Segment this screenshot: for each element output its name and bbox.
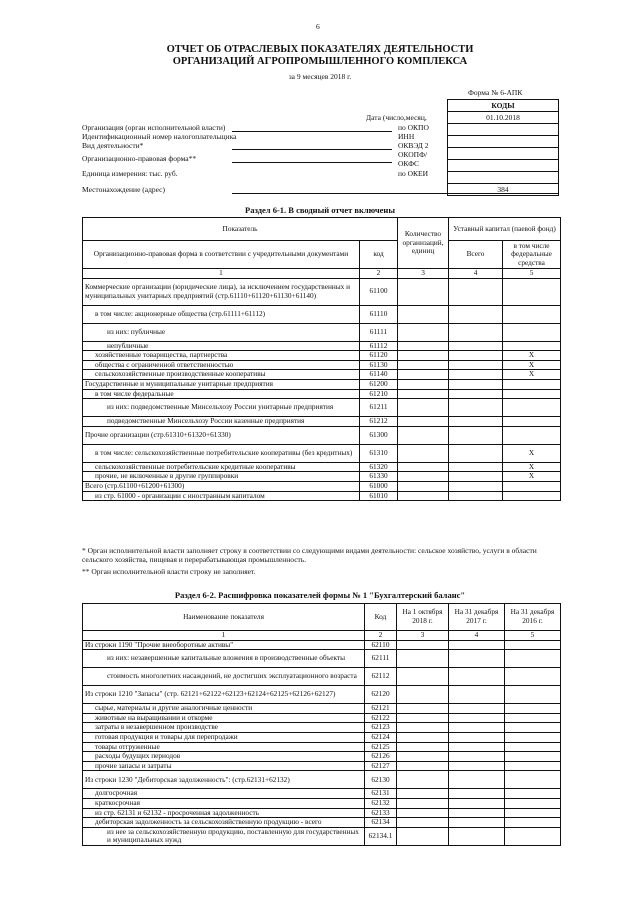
table-row [83, 426, 561, 444]
value-cell[interactable] [449, 389, 503, 399]
h-legal-form: Организационно-правовая форма в соответствии с учредительными документами [83, 241, 360, 269]
value-cell[interactable] [505, 742, 561, 752]
value-cell[interactable] [397, 723, 449, 733]
codes-header: КОДЫ [448, 100, 559, 112]
value-cell[interactable] [505, 761, 561, 771]
col-num: 1 [83, 269, 360, 279]
value-cell[interactable] [503, 491, 561, 501]
value-cell[interactable]: X [503, 462, 561, 472]
col-num: 1 [83, 631, 365, 641]
value-cell[interactable] [449, 351, 503, 361]
value-cell[interactable] [449, 379, 503, 389]
col-num: 2 [360, 269, 398, 279]
report-title-2: ОРГАНИЗАЦИЙ АГРОПРОМЫШЛЕННОГО КОМПЛЕКСА [172, 56, 468, 67]
value-cell[interactable] [449, 370, 503, 380]
value-cell[interactable] [503, 481, 561, 491]
report-period: за 9 месяцев 2018 г. [288, 72, 352, 81]
org-label: Организация (орган исполнительной власти) [82, 123, 226, 132]
h-total: Всего [449, 241, 503, 269]
row-code: 61010 [360, 491, 398, 501]
inn-label: ИНН [398, 132, 415, 141]
value-cell[interactable] [505, 771, 561, 789]
row-code: 61110 [360, 305, 398, 323]
row-label: в том числе: сельскохозяйственные потребительские кооперативы (без кредитных) [83, 444, 360, 462]
col-num: 4 [449, 631, 505, 641]
date-label: Дата (число,месяц, [366, 113, 427, 122]
row-label: дебиторская задолженность за сельскохозяйственную продукцию - всего [83, 818, 365, 828]
section-6-2-table [82, 603, 561, 846]
value-cell[interactable] [398, 481, 449, 491]
table-row [83, 351, 561, 361]
value-cell[interactable] [449, 818, 505, 828]
value-cell[interactable] [503, 426, 561, 444]
value-cell[interactable] [449, 771, 505, 789]
value-cell[interactable] [505, 752, 561, 762]
value-cell[interactable] [503, 389, 561, 399]
table-row [83, 761, 561, 771]
table-row [83, 389, 561, 399]
table-row [83, 789, 561, 799]
value-cell[interactable] [449, 752, 505, 762]
table-row [83, 491, 561, 501]
row-label: готовая продукция и товары для перепродажи [83, 732, 365, 742]
value-cell[interactable] [397, 761, 449, 771]
value-cell[interactable] [503, 417, 561, 427]
col-num: 5 [505, 631, 561, 641]
row-label: из них: подведомственные Минсельхозу России унитарные предприятия [83, 399, 360, 417]
value-cell[interactable] [449, 472, 503, 482]
okopf-cell[interactable] [448, 160, 559, 172]
value-cell[interactable] [449, 399, 503, 417]
okved-cell[interactable] [448, 148, 559, 160]
row-code: 61200 [360, 379, 398, 389]
table-row [83, 686, 561, 704]
section-6-2-title: Раздел 6-2. Расшифровка показателей формы № 1 "Бухгалтерский баланс" [174, 590, 466, 600]
okfs-label: ОКФС [398, 159, 420, 168]
value-cell[interactable] [505, 789, 561, 799]
value-cell[interactable] [398, 417, 449, 427]
col-num: 2 [365, 631, 397, 641]
table-row [83, 323, 561, 341]
value-cell[interactable] [449, 732, 505, 742]
row-label: стоимость многолетних насаждений, не достигших эксплуатационного возраста [83, 668, 365, 686]
value-cell[interactable] [397, 818, 449, 828]
location-label: Местонахождение (адрес) [82, 185, 166, 194]
value-cell[interactable] [397, 798, 449, 808]
row-code: 62120 [365, 686, 397, 704]
value-cell[interactable] [505, 704, 561, 714]
value-cell[interactable] [449, 723, 505, 733]
report-title-1: ОТЧЕТ ОБ ОТРАСЛЕВЫХ ПОКАЗАТЕЛЯХ ДЕЯТЕЛЬНОСТИ [166, 44, 474, 55]
row-code: 62134.1 [365, 827, 397, 845]
value-cell[interactable] [505, 818, 561, 828]
row-code: 61211 [360, 399, 398, 417]
table-row [83, 379, 561, 389]
row-label: краткосрочная [83, 798, 365, 808]
value-cell[interactable] [505, 686, 561, 704]
okpo-label: по ОКПО [398, 123, 429, 132]
row-label: сельскохозяйственные производственные кооперативы [83, 370, 360, 380]
value-cell[interactable] [505, 650, 561, 668]
row-code: 62130 [365, 771, 397, 789]
value-cell[interactable] [503, 379, 561, 389]
row-label: сырье, материалы и другие аналогичные ценности [83, 704, 365, 714]
table-row [83, 417, 561, 427]
okei-label: по ОКЕИ [398, 169, 429, 178]
value-cell[interactable] [449, 360, 503, 370]
table-row [83, 752, 561, 762]
value-cell[interactable] [398, 305, 449, 323]
value-cell[interactable] [449, 704, 505, 714]
inn-cell[interactable] [448, 136, 559, 148]
table-row [83, 704, 561, 714]
row-code: 61120 [360, 351, 398, 361]
row-code: 61330 [360, 472, 398, 482]
col-num: 3 [398, 269, 449, 279]
value-cell[interactable] [449, 481, 503, 491]
value-cell[interactable] [398, 323, 449, 341]
row-label: прочие запасы и затраты [83, 761, 365, 771]
row-code: 62125 [365, 742, 397, 752]
value-cell[interactable] [398, 491, 449, 501]
value-cell[interactable] [398, 472, 449, 482]
row-label: Из строки 1190 "Прочие внеоборотные активы" [83, 640, 365, 650]
row-label: из них: публичные [83, 323, 360, 341]
table-row [83, 668, 561, 686]
value-cell[interactable] [505, 668, 561, 686]
row-code: 62123 [365, 723, 397, 733]
value-cell[interactable] [505, 723, 561, 733]
value-cell[interactable] [449, 789, 505, 799]
row-label: из стр. 62131 и 62132 - просроченная задолженность [83, 808, 365, 818]
value-cell[interactable] [505, 798, 561, 808]
row-code: 61100 [360, 278, 398, 305]
row-code: 61320 [360, 462, 398, 472]
h2-c3: На 1 октября 2018 г. [397, 604, 449, 631]
row-code: 62124 [365, 732, 397, 742]
row-code: 61300 [360, 426, 398, 444]
row-code: 62121 [365, 704, 397, 714]
value-cell[interactable] [503, 399, 561, 417]
value-cell[interactable]: X [503, 370, 561, 380]
section-6-1-title: Раздел 6-1. В сводный отчет включены [245, 205, 395, 215]
table-row [83, 305, 561, 323]
h2-c4: На 31 декабря 2017 г. [449, 604, 505, 631]
row-label: Из строки 1230 "Дебиторская задолженность": (стр.62131+62132) [83, 771, 365, 789]
table-row [83, 771, 561, 789]
row-label: в том числе федеральные [83, 389, 360, 399]
row-code: 62132 [365, 798, 397, 808]
row-label: расходы будущих периодов [83, 752, 365, 762]
date-code: 01.10.2018 [448, 112, 559, 124]
table-row [83, 399, 561, 417]
value-cell[interactable] [503, 278, 561, 305]
value-cell[interactable] [449, 426, 503, 444]
col-num: 4 [449, 269, 503, 279]
value-cell[interactable] [398, 379, 449, 389]
row-label: непубличные [83, 341, 360, 351]
row-code: 62131 [365, 789, 397, 799]
value-cell[interactable] [449, 686, 505, 704]
table-row [83, 481, 561, 491]
value-cell[interactable] [449, 462, 503, 472]
table-row [83, 640, 561, 650]
value-cell[interactable] [398, 341, 449, 351]
h-count: Количество организаций, единиц [398, 218, 449, 269]
value-cell[interactable] [449, 713, 505, 723]
col-num: 3 [397, 631, 449, 641]
value-cell[interactable]: X [503, 360, 561, 370]
row-label: из них: незавершенные капитальные вложения в производственные объекты [83, 650, 365, 668]
row-code: 62127 [365, 761, 397, 771]
row-code: 62126 [365, 752, 397, 762]
value-cell[interactable] [449, 640, 505, 650]
table-row [83, 444, 561, 462]
table-row [83, 650, 561, 668]
row-code: 62133 [365, 808, 397, 818]
value-cell[interactable] [503, 305, 561, 323]
form-number: Форма № 6-АПК [468, 88, 523, 97]
row-label: Всего (стр.61100+61200+61300) [83, 481, 360, 491]
value-cell[interactable] [398, 370, 449, 380]
codes-box [447, 99, 559, 196]
row-label: прочие, не включенные в другие группировки [83, 472, 360, 482]
okved-label: ОКВЭД 2 [398, 141, 429, 150]
table-row [83, 472, 561, 482]
footnote-2: ** Орган исполнительной власти строку не заполняет. [82, 567, 256, 576]
row-label: Прочие организации (стр.61310+61320+61330) [83, 426, 360, 444]
value-cell[interactable] [449, 491, 503, 501]
row-label: общества с ограниченной ответственностью [83, 360, 360, 370]
value-cell[interactable] [449, 827, 505, 845]
unit-label: Единица измерения: тыс. руб. [82, 169, 178, 178]
section-6-1-table [82, 217, 561, 501]
value-cell[interactable] [397, 640, 449, 650]
col-num: 5 [503, 269, 561, 279]
value-cell[interactable]: X [503, 444, 561, 462]
row-label: хозяйственные товарищества, партнерства [83, 351, 360, 361]
value-cell[interactable] [397, 650, 449, 668]
value-cell[interactable] [398, 426, 449, 444]
value-cell[interactable] [397, 789, 449, 799]
h2-code: Код [365, 604, 397, 631]
value-cell[interactable] [449, 278, 503, 305]
value-cell[interactable]: X [503, 472, 561, 482]
h-code: код [360, 241, 398, 269]
row-code: 62110 [365, 640, 397, 650]
row-label: затраты в незавершенном производстве [83, 723, 365, 733]
value-cell[interactable] [503, 323, 561, 341]
value-cell[interactable]: X [503, 351, 561, 361]
row-code: 61212 [360, 417, 398, 427]
row-label: Государственные и муниципальные унитарные предприятия [83, 379, 360, 389]
row-code: 61210 [360, 389, 398, 399]
value-cell[interactable] [449, 323, 503, 341]
value-cell[interactable] [449, 761, 505, 771]
value-cell[interactable] [449, 341, 503, 351]
okopf-label: ОКОПФ/ [398, 150, 428, 159]
row-code: 62134 [365, 818, 397, 828]
row-label: из стр. 61000 - организации с иностранным капиталом [83, 491, 360, 501]
row-code: 61111 [360, 323, 398, 341]
h-capital: Уставный капитал (паевой фонд) [449, 218, 561, 241]
h2-name: Наименование показателя [83, 604, 365, 631]
value-cell[interactable] [398, 462, 449, 472]
footnote-1: * Орган исполнительной власти заполняет строку в соответствии со следующими видами деятельности: сельское хозяйство, услуги в области сельского хозяйства, пищевая и перерабатывающая промышленность. [82, 546, 537, 564]
row-label: животные на выращивании и откорме [83, 713, 365, 723]
value-cell[interactable] [505, 827, 561, 845]
h-indicator: Показатель [83, 218, 398, 241]
table-row [83, 278, 561, 305]
row-code: 61112 [360, 341, 398, 351]
okei-code: 384 [448, 184, 559, 196]
value-cell[interactable] [505, 808, 561, 818]
row-label: товары отгруженные [83, 742, 365, 752]
row-label: Из строки 1210 "Запасы" (стр. 62121+62122+62123+62124+62125+62126+62127) [83, 686, 365, 704]
row-label: долгосрочная [83, 789, 365, 799]
okfs-cell[interactable] [448, 172, 559, 184]
legal-form-label: Организационно-правовая форма** [82, 154, 197, 163]
row-code: 61130 [360, 360, 398, 370]
table-row [83, 827, 561, 845]
table-row [83, 732, 561, 742]
value-cell[interactable] [449, 808, 505, 818]
row-code: 62112 [365, 668, 397, 686]
row-code: 61000 [360, 481, 398, 491]
value-cell[interactable] [449, 305, 503, 323]
value-cell[interactable] [398, 444, 449, 462]
value-cell[interactable] [397, 771, 449, 789]
value-cell[interactable] [397, 704, 449, 714]
row-label: Коммерческие организации (юридические лица), за исключением государственных и муниципальных унитарных предприятий (стр.61110+61120+61130+61140) [83, 278, 360, 305]
value-cell[interactable] [397, 752, 449, 762]
value-cell[interactable] [505, 732, 561, 742]
value-cell[interactable] [397, 827, 449, 845]
page-mark: 6 [316, 22, 320, 31]
value-cell[interactable] [449, 742, 505, 752]
value-cell[interactable] [397, 713, 449, 723]
row-label: в том числе: акционерные общества (стр.61111+61112) [83, 305, 360, 323]
value-cell[interactable] [398, 351, 449, 361]
value-cell[interactable] [397, 808, 449, 818]
row-label: подведомственные Минсельхозу России казенные предприятия [83, 417, 360, 427]
row-code: 62111 [365, 650, 397, 668]
value-cell[interactable] [398, 360, 449, 370]
value-cell[interactable] [449, 417, 503, 427]
table-row [83, 818, 561, 828]
taxid-label: Идентификационный номер налогоплательщика [82, 132, 237, 141]
okpo-cell[interactable] [448, 124, 559, 136]
value-cell[interactable] [398, 278, 449, 305]
activity-label: Вид деятельности* [82, 141, 144, 150]
value-cell[interactable] [505, 713, 561, 723]
value-cell[interactable] [397, 742, 449, 752]
h-federal: в том числе федеральные средства [503, 241, 561, 269]
value-cell[interactable] [449, 798, 505, 808]
row-code: 61310 [360, 444, 398, 462]
table-row [83, 798, 561, 808]
value-cell[interactable] [449, 668, 505, 686]
row-code: 61140 [360, 370, 398, 380]
value-cell[interactable] [397, 686, 449, 704]
value-cell[interactable] [449, 444, 503, 462]
value-cell[interactable] [449, 650, 505, 668]
row-label: из нее за сельскохозяйственную продукцию, поставленную для государственных и муниципальных нужд [83, 827, 365, 845]
row-code: 62122 [365, 713, 397, 723]
value-cell[interactable] [397, 732, 449, 742]
value-cell[interactable] [505, 640, 561, 650]
value-cell[interactable] [398, 389, 449, 399]
value-cell[interactable] [398, 399, 449, 417]
h2-c5: На 31 декабря 2016 г. [505, 604, 561, 631]
row-label: сельскохозяйственные потребительские кредитные кооперативы [83, 462, 360, 472]
value-cell[interactable] [397, 668, 449, 686]
